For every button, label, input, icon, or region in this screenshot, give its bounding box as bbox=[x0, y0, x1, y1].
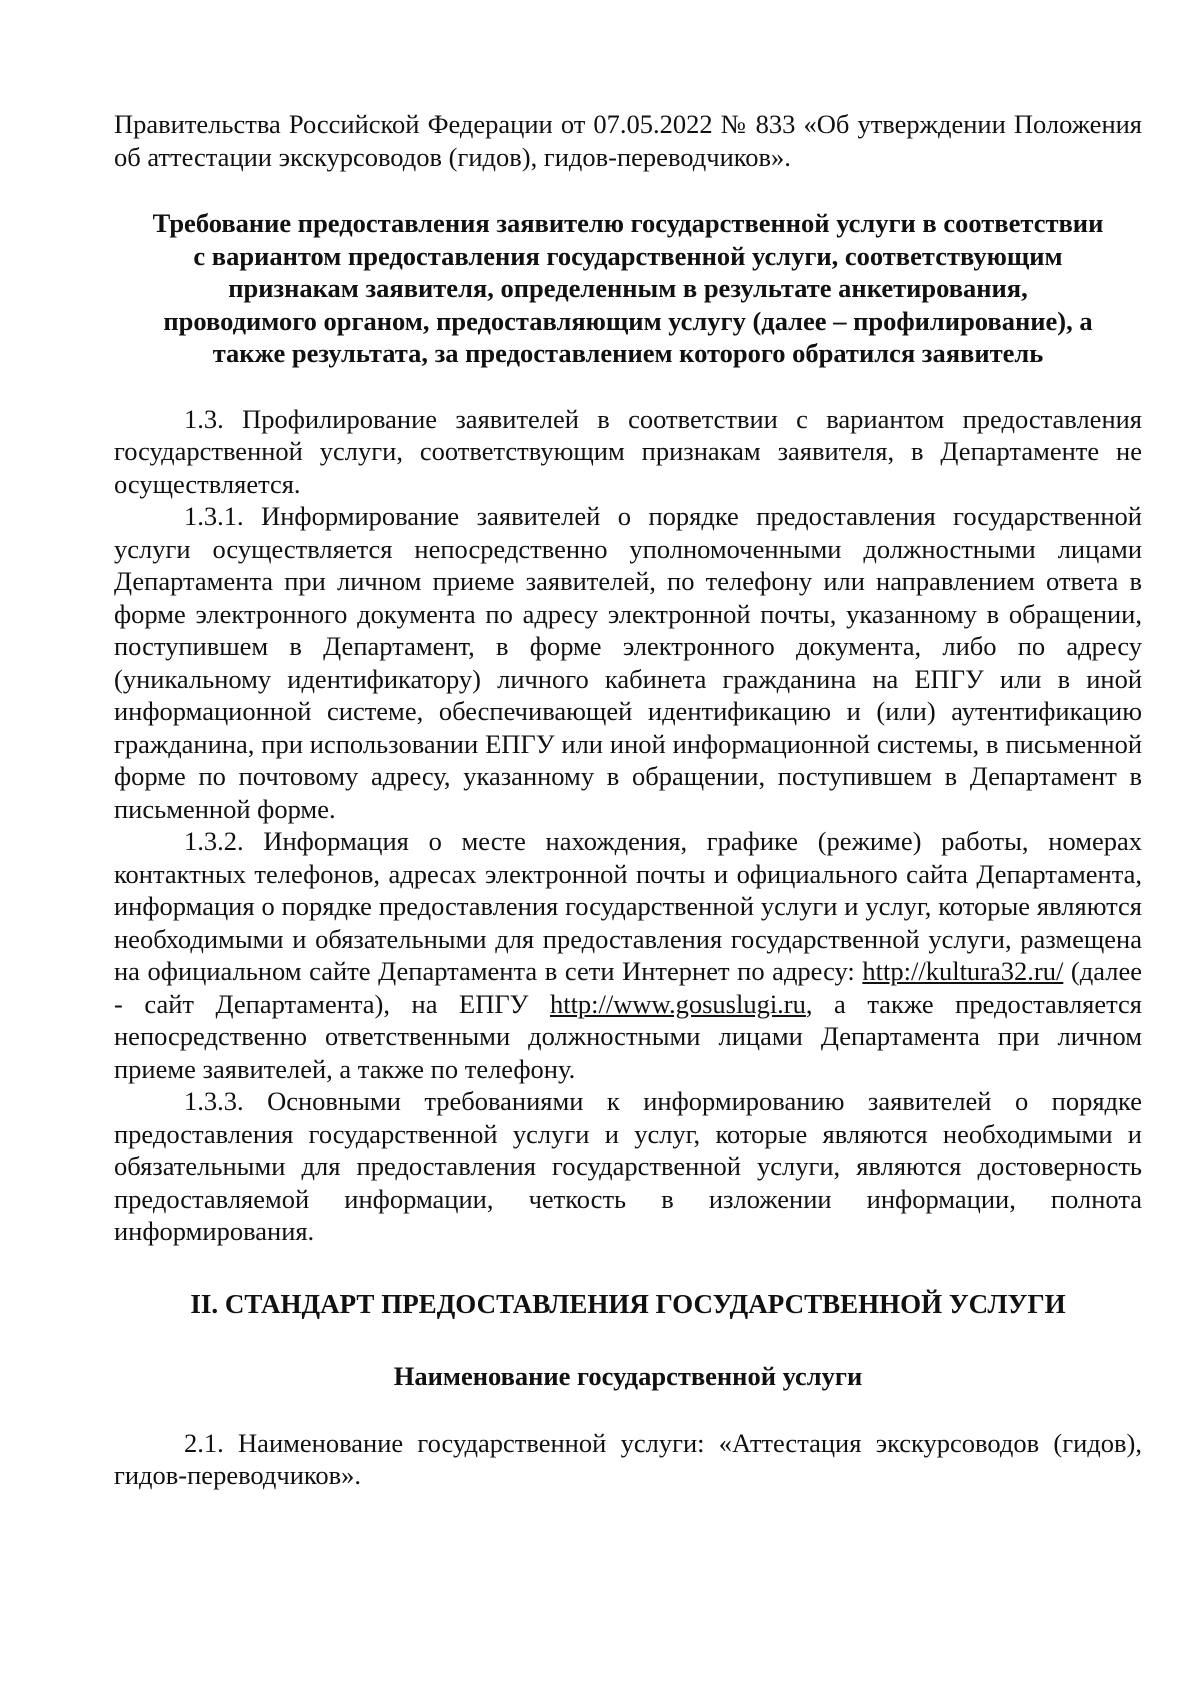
service-name-heading: Наименование государственной услуги bbox=[393, 1361, 863, 1391]
section-2-title: II. СТАНДАРТ ПРЕДОСТАВЛЕНИЯ ГОСУДАРСТВЕННОЙ УСЛУГИ bbox=[190, 1288, 1066, 1319]
paragraph-1-3: 1.3. Профилирование заявителей в соответствии с вариантом предоставления государственной услуги, соответствующим признакам заявителя, в Департаменте не осуществляется. bbox=[114, 403, 1142, 499]
requirement-heading-line: проводимого органом, предоставляющим услугу (далее – профилирование), а bbox=[163, 305, 1093, 336]
requirement-heading-line: также результата, за предоставлением которого обратился заявитель bbox=[212, 338, 1044, 368]
kultura32-link[interactable]: http://kultura32.ru/ bbox=[862, 956, 1064, 986]
requirement-heading-line: Требование предоставления заявителю государственной услуги в соответствии bbox=[152, 208, 1104, 238]
intro-paragraph: Правительства Российской Федерации от 07.05.2022 № 833 «Об утверждении Положения об аттестации экскурсоводов (гидов), гидов-переводчиков». bbox=[114, 109, 1142, 172]
requirement-heading-line: признакам заявителя, определенным в результате анкетирования, bbox=[228, 273, 1028, 303]
gosuslugi-link[interactable]: http://www.gosuslugi.ru bbox=[549, 988, 806, 1019]
paragraph-1-3-2-text: (далее - сайт Департамента), на ЕПГУ bbox=[114, 956, 1142, 1019]
paragraph-1-3-2-text: 1.3.2. Информация о месте нахождения, графике (режиме) работы, номерах контактных телефонов, адресах электронной почты и официального сайта Департамента, информация о порядке предоставления государственной услуги и услуг, которые являются необходимыми и обязательными для предоставления государственной услуги, размещена на официальном сайте Департамента в сети Интернет по адресу: bbox=[114, 826, 1142, 986]
paragraph-1-3-2-text: , а также предоставляется непосредственно ответственными должностными лицами Департамента при личном приеме заявителей, а также по телефону. bbox=[114, 988, 1142, 1084]
paragraph-1-3-2 bbox=[114, 825, 1142, 1085]
paragraph-2-1: 2.1. Наименование государственной услуги: «Аттестация экскурсоводов (гидов), гидов-переводчиков». bbox=[114, 1427, 1142, 1490]
paragraph-1-3-3: 1.3.3. Основными требованиями к информированию заявителей о порядке предоставления государственной услуги и услуг, которые являются необходимыми и обязательными для предоставления государственной услуги, являются достоверность предоставляемой информации, четкость в изложении информации, полнота информирования. bbox=[114, 1086, 1142, 1246]
paragraph-1-3-1: 1.3.1. Информирование заявителей о порядке предоставления государственной услуги осуществляется непосредственно уполномоченными должностными лицами Департамента при личном приеме заявителей, по телефону или направлением ответа в форме электронного документа по адресу электронной почты, указанному в обращении, поступившем в Департамент, в форме электронного документа, либо по адресу (уникальному идентификатору) личного кабинета гражданина на ЕПГУ или в иной информационной системе, обеспечивающей идентификацию и (или) аутентификацию гражданина, при использовании ЕПГУ или иной информационной системы, в письменной форме по почтовому адресу, указанному в обращении, поступившем в Департамент в письменной форме. bbox=[114, 501, 1142, 824]
requirement-heading-line: с вариантом предоставления государственной услуги, соответствующим bbox=[193, 240, 1063, 271]
requirement-heading bbox=[114, 207, 1142, 370]
